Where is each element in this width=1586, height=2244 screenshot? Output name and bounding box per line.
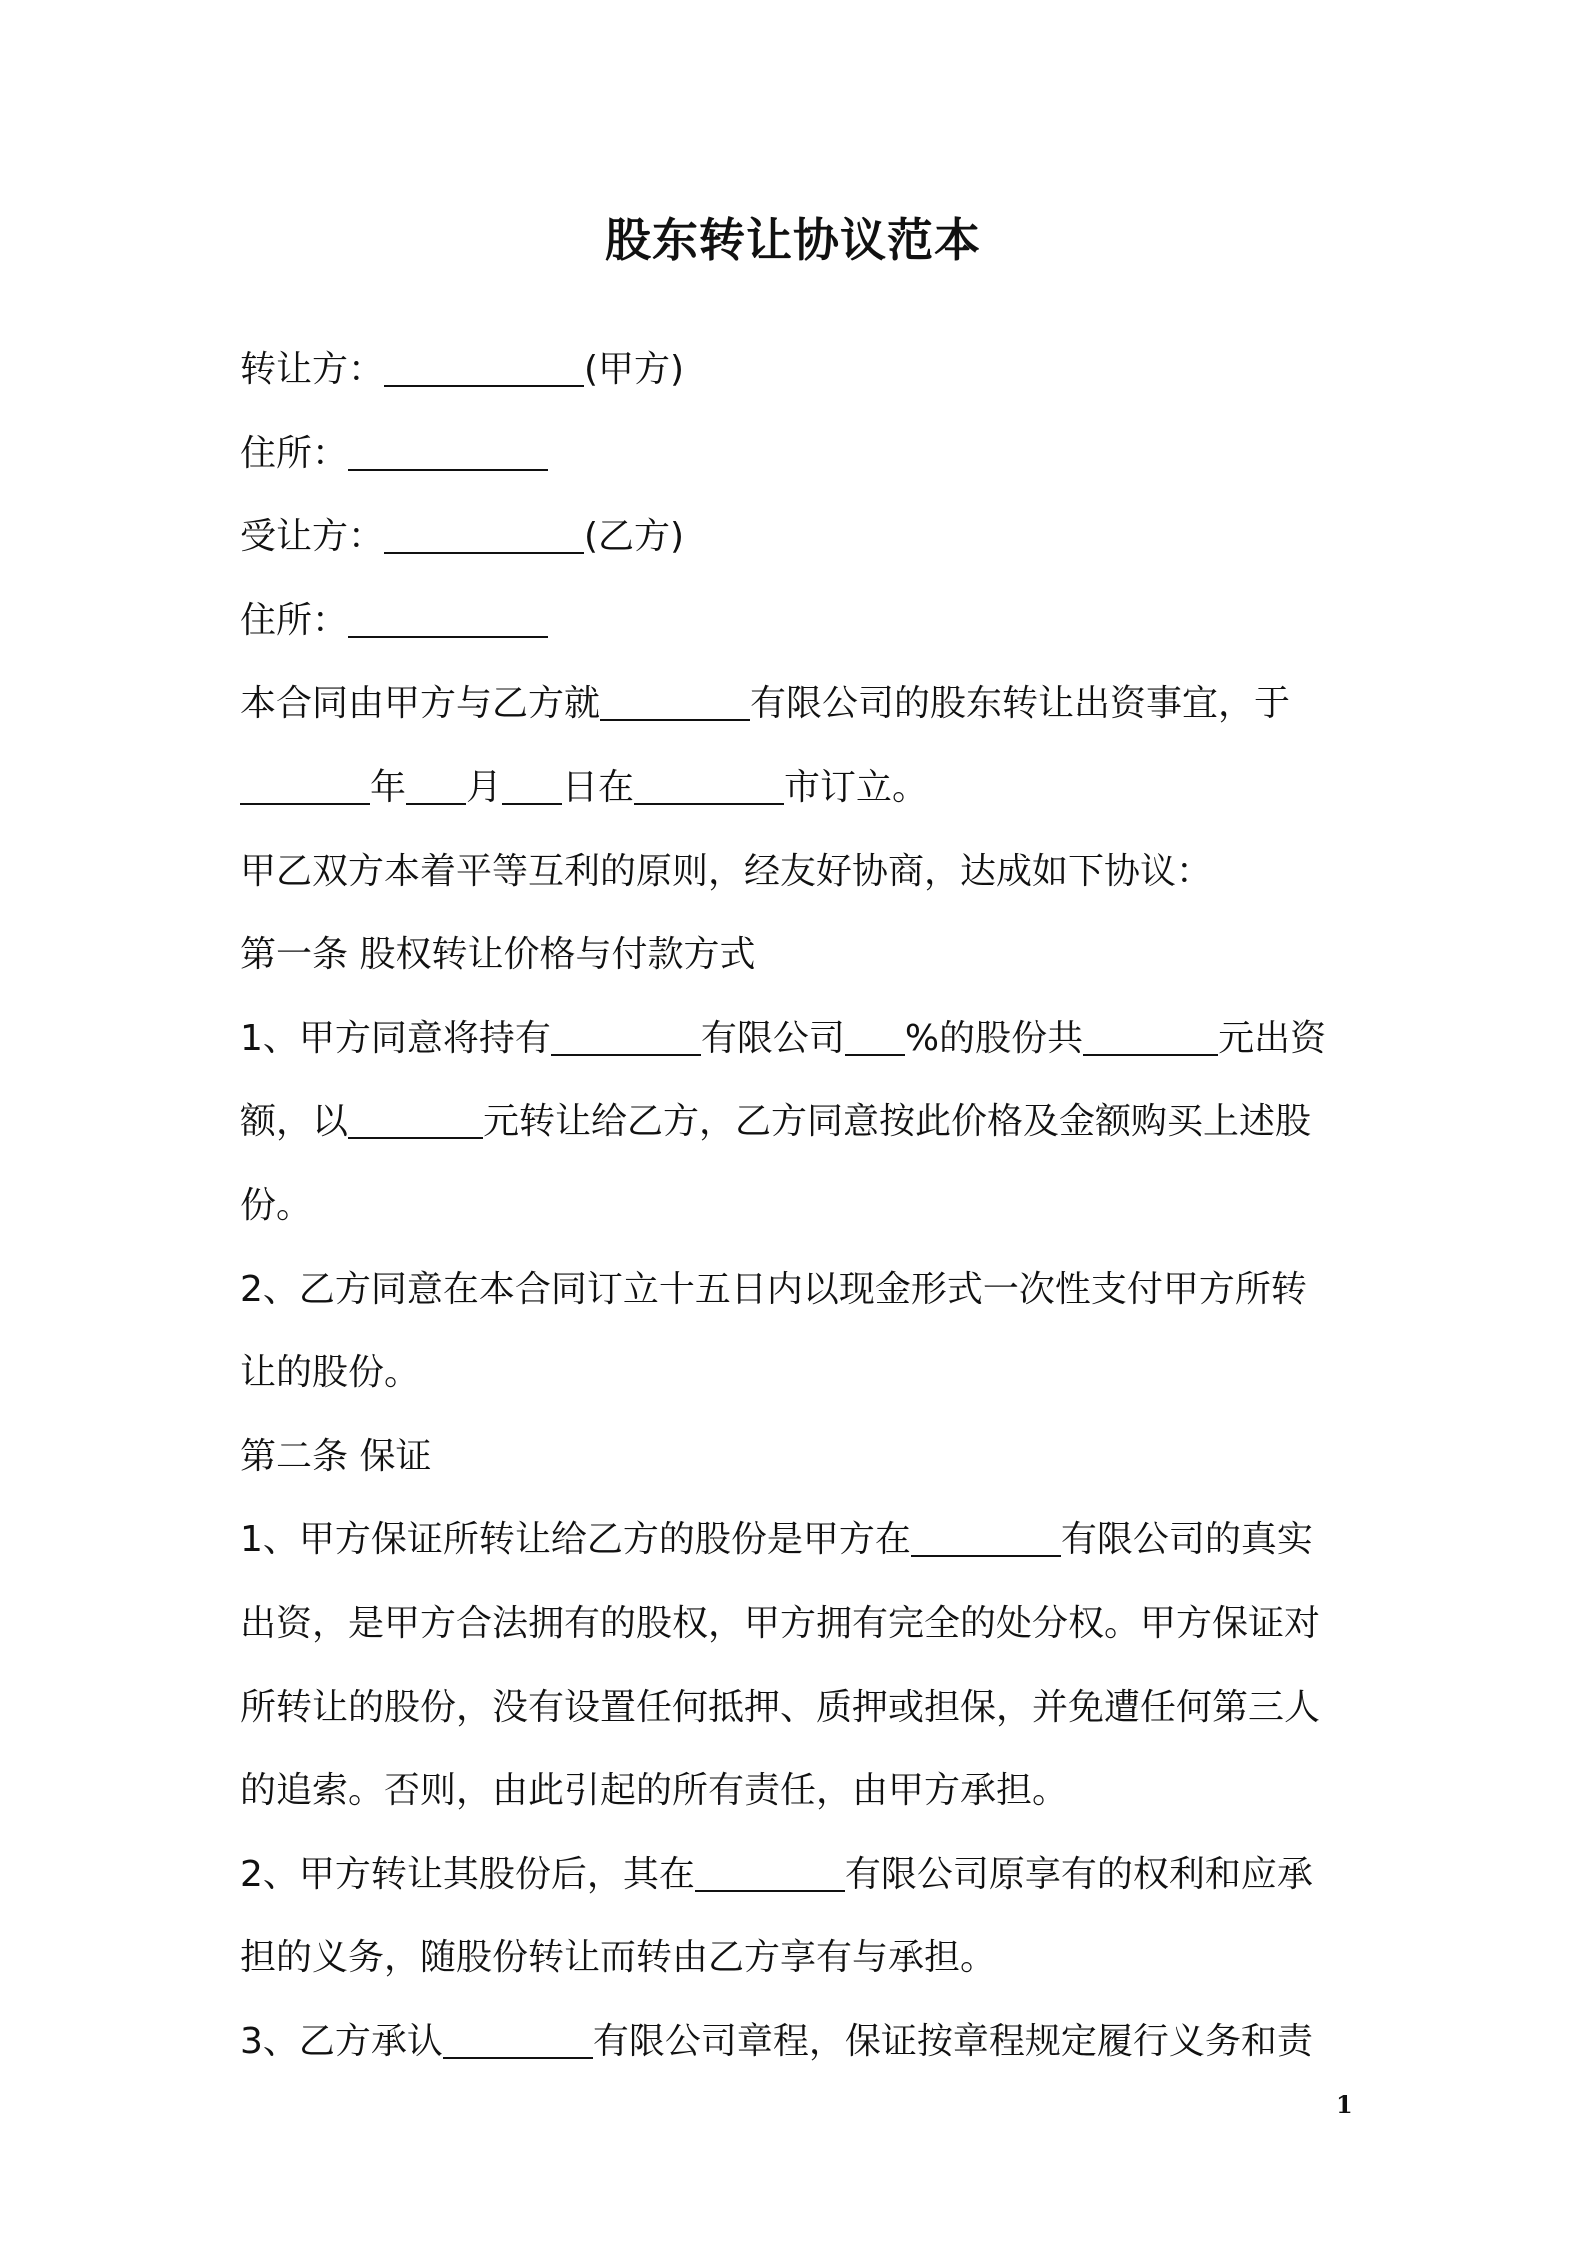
a1-percent-blank <box>845 1020 905 1056</box>
article1-para2-line2: 让的股份。 <box>240 1352 421 1394</box>
month-blank <box>406 769 466 805</box>
intro-text-a: 本合同由甲方与乙方就 <box>240 683 601 725</box>
article2-para1-line3: 所转让的股份，没有设置任何抵押、质押或担保，并免遭任何第三人 <box>240 1686 1321 1728</box>
a1-p1-text-f: 元转让给乙方，乙方同意按此价格及金额购买上述股 <box>483 1101 1312 1143</box>
a1-p1-text-b: 有限公司 <box>700 1017 845 1059</box>
article1-para2-line1: 2、乙方同意在本合同订立十五日内以现金形式一次性支付甲方所转 <box>240 1268 1307 1310</box>
article2-para2-line2: 担的义务，随股份转让而转由乙方享有与承担。 <box>240 1937 997 1979</box>
a2-p3-text-b: 有限公司章程，保证按章程规定履行义务和责 <box>592 2020 1313 2062</box>
article1-para1-line1 <box>240 997 1360 1081</box>
transferor-line <box>240 328 1360 412</box>
a1-price-blank <box>348 1103 483 1139</box>
consensus-line: 甲乙双方本着平等互利的原则，经友好协商，达成如下协议： <box>240 850 1213 892</box>
a2-p3-company-blank <box>443 2023 593 2059</box>
a2-p3-text-a: 3、乙方承认 <box>240 2020 443 2062</box>
a1-p1-text-a: 1、甲方同意将持有 <box>240 1017 551 1059</box>
city-label: 市订立。 <box>784 766 929 808</box>
article1-para1-line3: 份。 <box>240 1184 313 1226</box>
company-blank <box>600 685 750 721</box>
address1-blank <box>348 435 548 471</box>
article2-para3-line1 <box>240 2000 1360 2084</box>
article2-title: 第二条 保证 <box>240 1435 432 1477</box>
a1-p1-text-d: 元出资 <box>1218 1017 1327 1059</box>
year-label: 年 <box>370 766 407 808</box>
intro-text-b: 有限公司的股东转让出资事宜，于 <box>750 683 1291 725</box>
city-blank <box>634 769 784 805</box>
page-number: 1 <box>1336 2090 1353 2119</box>
address1-label: 住所： <box>240 432 349 474</box>
article2-para2-line1 <box>240 1833 1360 1917</box>
a2-p1-text-b: 有限公司的真实 <box>1060 1519 1313 1561</box>
intro-line-1 <box>240 662 1360 746</box>
transferee-label: 受让方： <box>240 516 385 558</box>
transferee-blank <box>384 518 584 554</box>
article1-para1-line2 <box>240 1080 1360 1164</box>
year-blank <box>240 769 370 805</box>
a2-p2-text-b: 有限公司原享有的权利和应承 <box>844 1853 1313 1895</box>
month-label: 月 <box>466 766 503 808</box>
a1-company-blank <box>551 1020 701 1056</box>
article2-para1-line2: 出资，是甲方合法拥有的股权，甲方拥有完全的处分权。甲方保证对 <box>240 1602 1321 1644</box>
article2-para1-line1 <box>240 1498 1360 1582</box>
a2-p2-text-a: 2、甲方转让其股份后，其在 <box>240 1853 695 1895</box>
a2-p2-company-blank <box>695 1856 845 1892</box>
article2-para1-line4: 的追索。否则，由此引起的所有责任，由甲方承担。 <box>240 1770 1069 1812</box>
address2-blank <box>348 602 548 638</box>
document-title: 股东转让协议范本 <box>605 213 981 267</box>
address1-line <box>240 412 1360 496</box>
transferor-label: 转让方： <box>240 349 385 390</box>
transferor-blank <box>384 351 584 387</box>
address2-label: 住所： <box>240 599 349 641</box>
intro-line-2 <box>240 746 1360 830</box>
article1-title: 第一条 股权转让价格与付款方式 <box>240 934 756 976</box>
day-blank <box>502 769 562 805</box>
document-body <box>240 328 1360 2083</box>
transferee-suffix: (乙方) <box>584 516 685 558</box>
day-label: 日在 <box>562 766 635 808</box>
a2-company-blank <box>911 1521 1061 1557</box>
address2-line <box>240 579 1360 663</box>
a2-p1-text-a: 1、甲方保证所转让给乙方的股份是甲方在 <box>240 1519 911 1561</box>
transferor-suffix: (甲方) <box>584 349 685 390</box>
a1-p1-text-e: 额，以 <box>240 1101 349 1143</box>
transferee-line <box>240 495 1360 579</box>
a1-shares-blank <box>1083 1020 1218 1056</box>
a1-p1-text-c: %的股份共 <box>904 1017 1084 1059</box>
